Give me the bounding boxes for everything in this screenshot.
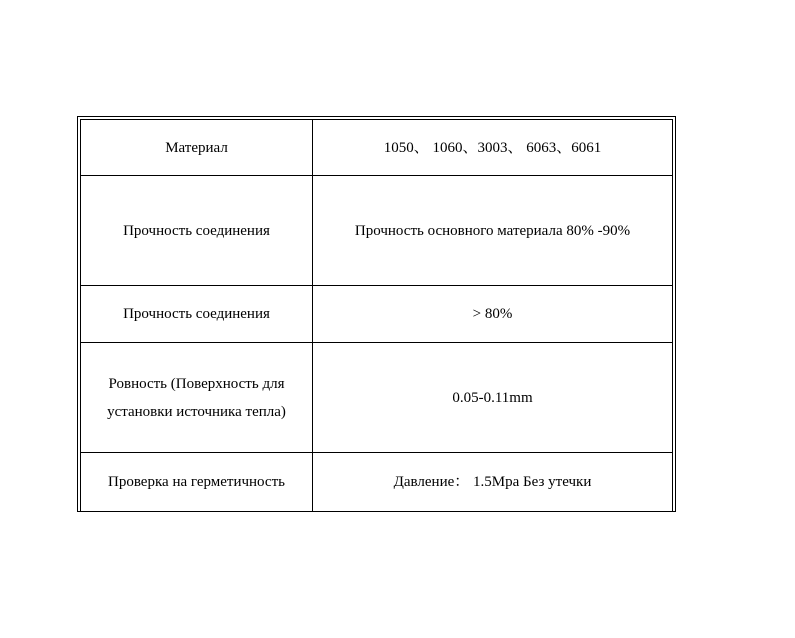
param-cell: Проверка на герметичность bbox=[81, 453, 313, 512]
table-row bbox=[81, 453, 673, 512]
value-cell: 1050、 1060、3003、 6063、6061 bbox=[313, 120, 673, 176]
param-cell: Прочность соединения bbox=[81, 286, 313, 343]
spec-table-frame bbox=[77, 116, 676, 512]
value-cell: 0.05-0.11mm bbox=[313, 343, 673, 453]
table-row bbox=[81, 343, 673, 453]
table-row bbox=[81, 120, 673, 176]
param-cell: Ровность (Поверхность для установки источника тепла) bbox=[81, 343, 313, 453]
value-cell: Прочность основного материала 80% -90% bbox=[313, 176, 673, 286]
table-row bbox=[81, 286, 673, 343]
value-cell: Давление： 1.5Mpa Без утечки bbox=[313, 453, 673, 512]
param-cell: Материал bbox=[81, 120, 313, 176]
table-row bbox=[81, 176, 673, 286]
value-cell: > 80% bbox=[313, 286, 673, 343]
param-cell: Прочность соединения bbox=[81, 176, 313, 286]
spec-table bbox=[80, 119, 673, 512]
